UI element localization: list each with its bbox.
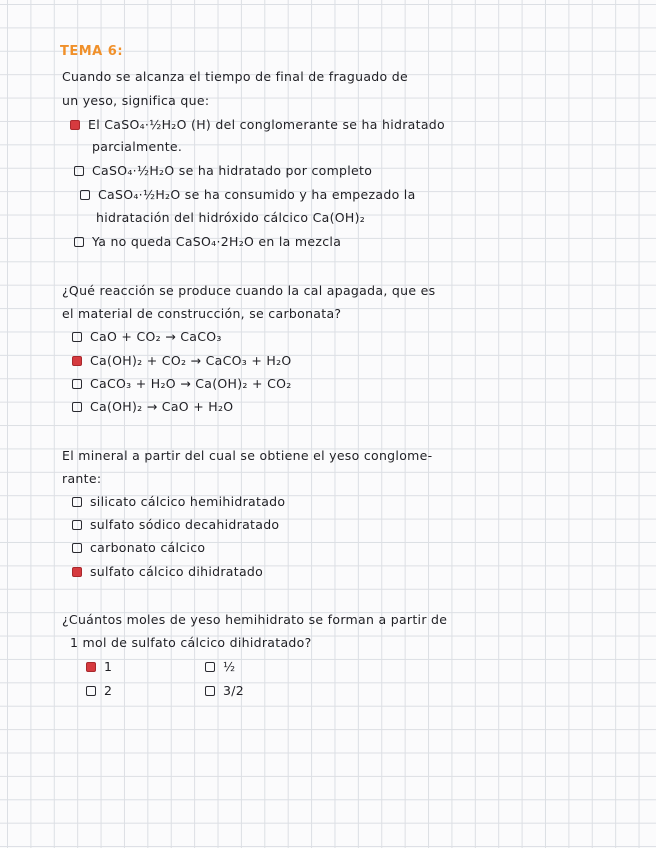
q3-text-line-2: rante:: [62, 471, 102, 486]
q3-option-3[interactable]: carbonato cálcico: [72, 540, 205, 556]
q2-text-line-1: ¿Qué reacción se produce cuando la cal apagada, que es: [62, 283, 436, 298]
checkbox-checked-icon[interactable]: [72, 356, 82, 366]
q2-option-3[interactable]: CaCO₃ + H₂O → Ca(OH)₂ + CO₂: [72, 376, 292, 392]
checkbox-checked-icon[interactable]: [86, 662, 96, 672]
q4-option-1[interactable]: 1: [86, 659, 112, 675]
q2-text-line-2: el material de construcción, se carbonata?: [62, 306, 342, 321]
q3-option-2[interactable]: sulfato sódico decahidratado: [72, 517, 279, 533]
q1-option-1-cont: parcialmente.: [92, 139, 183, 154]
page-title: TEMA 6:: [60, 44, 124, 59]
q4-option-4[interactable]: 3/2: [205, 683, 244, 699]
q1-option-3[interactable]: CaSO₄·½H₂O se ha consumido y ha empezado la: [80, 187, 416, 203]
checkbox-icon[interactable]: [72, 332, 82, 342]
checkbox-icon[interactable]: [72, 520, 82, 530]
q1-text-line-1: Cuando se alcanza el tiempo de final de fraguado de: [62, 69, 408, 84]
checkbox-icon[interactable]: [74, 166, 84, 176]
checkbox-icon[interactable]: [80, 190, 90, 200]
q1-text-line-2: un yeso, significa que:: [62, 93, 210, 108]
q3-option-4[interactable]: sulfato cálcico dihidratado: [72, 564, 263, 580]
checkbox-icon[interactable]: [72, 402, 82, 412]
q4-option-3[interactable]: 2: [86, 683, 112, 699]
q4-text-line-1: ¿Cuántos moles de yeso hemihidrato se forman a partir de: [62, 612, 448, 627]
q1-option-1[interactable]: El CaSO₄·½H₂O (H) del conglomerante se ha hidratado: [70, 117, 445, 133]
q2-option-1[interactable]: CaO + CO₂ → CaCO₃: [72, 329, 222, 345]
checkbox-checked-icon[interactable]: [72, 567, 82, 577]
checkbox-icon[interactable]: [205, 686, 215, 696]
checkbox-icon[interactable]: [72, 497, 82, 507]
q2-option-4[interactable]: Ca(OH)₂ → CaO + H₂O: [72, 399, 233, 415]
checkbox-icon[interactable]: [72, 543, 82, 553]
checkbox-icon[interactable]: [72, 379, 82, 389]
q1-option-2[interactable]: CaSO₄·½H₂O se ha hidratado por completo: [74, 163, 372, 179]
q4-option-2[interactable]: ½: [205, 659, 235, 675]
q1-option-4[interactable]: Ya no queda CaSO₄·2H₂O en la mezcla: [74, 234, 341, 250]
checkbox-icon[interactable]: [205, 662, 215, 672]
q3-option-1[interactable]: silicato cálcico hemihidratado: [72, 494, 285, 510]
q1-option-3-cont: hidratación del hidróxido cálcico Ca(OH)₂: [96, 210, 366, 225]
checkbox-icon[interactable]: [86, 686, 96, 696]
checkbox-checked-icon[interactable]: [70, 120, 80, 130]
q4-text-line-2: 1 mol de sulfato cálcico dihidratado?: [70, 635, 312, 650]
q3-text-line-1: El mineral a partir del cual se obtiene el yeso conglome-: [62, 448, 433, 463]
checkbox-icon[interactable]: [74, 237, 84, 247]
q2-option-2[interactable]: Ca(OH)₂ + CO₂ → CaCO₃ + H₂O: [72, 353, 292, 369]
